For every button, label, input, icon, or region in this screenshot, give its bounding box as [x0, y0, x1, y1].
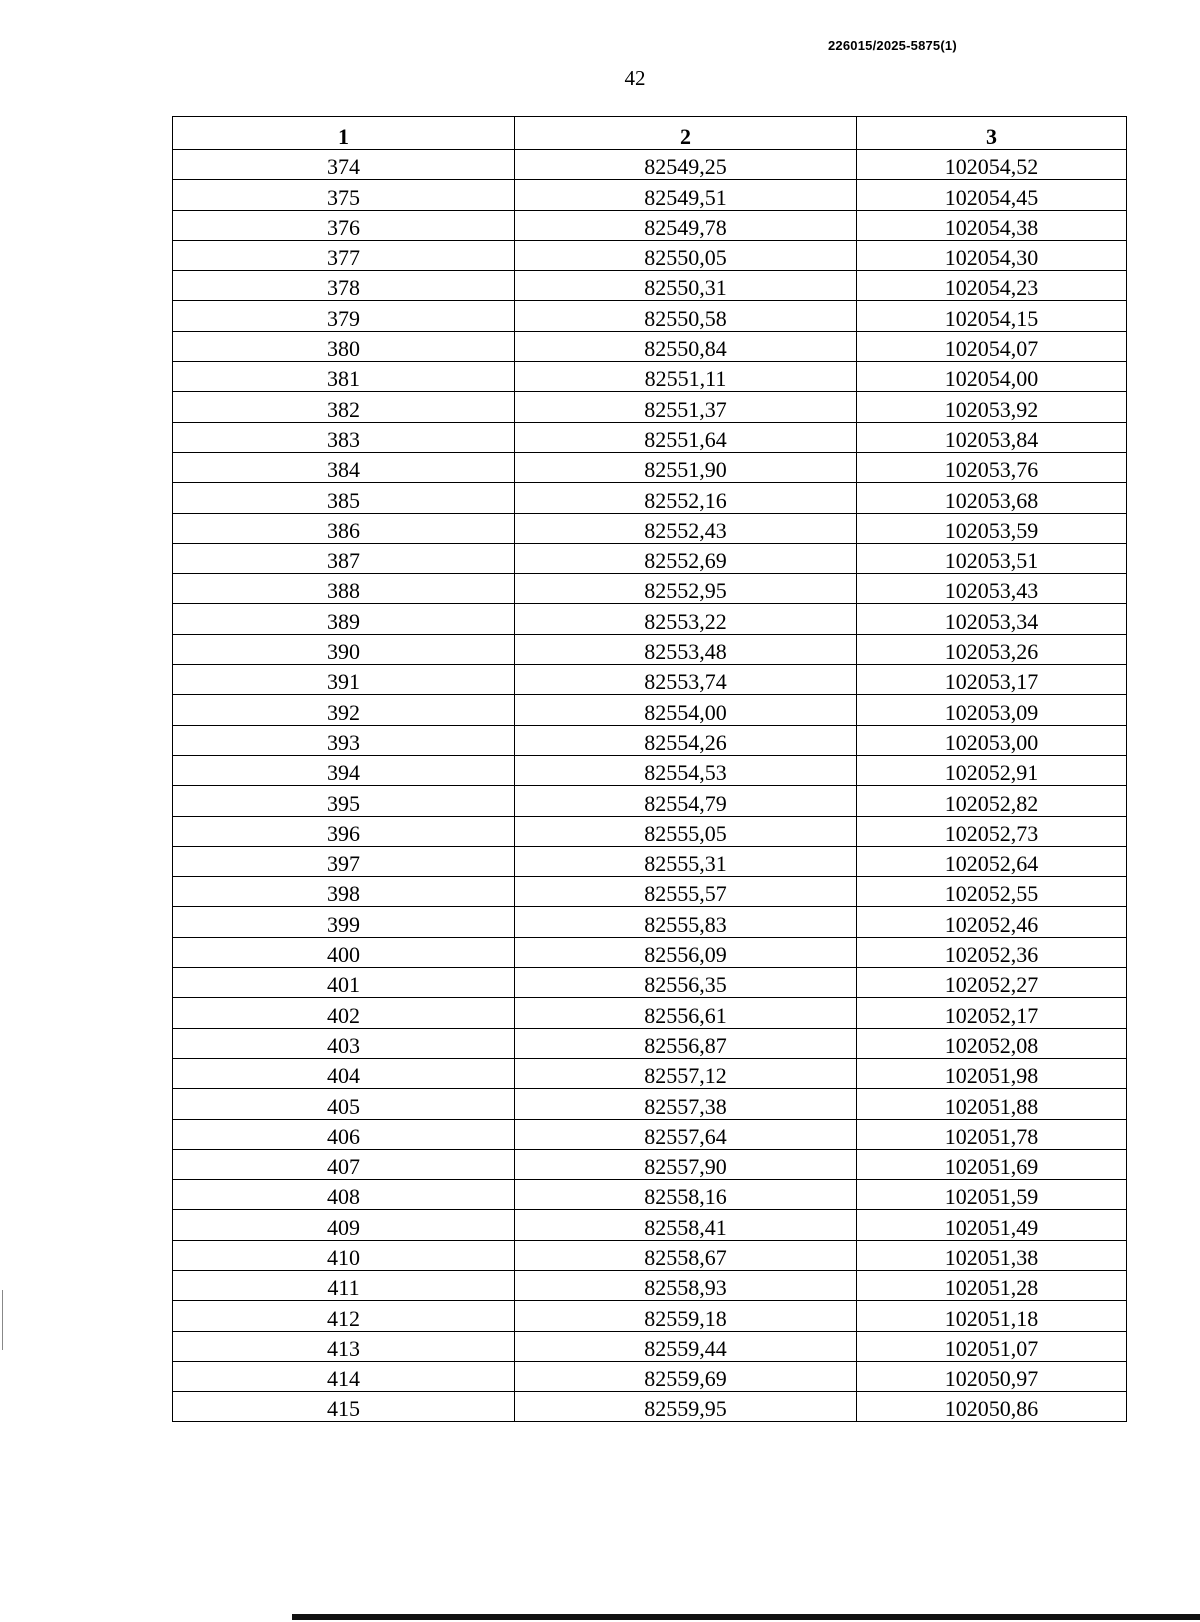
table-row: [173, 725, 1127, 755]
x-coordinate-cell: 82552,43: [515, 513, 857, 543]
column-header: 3: [857, 117, 1127, 150]
table-row: [173, 1270, 1127, 1300]
y-coordinate-cell: 102051,49: [857, 1210, 1127, 1240]
x-coordinate-cell: 82557,38: [515, 1089, 857, 1119]
x-coordinate-cell: 82559,18: [515, 1301, 857, 1331]
x-coordinate-cell: 82555,83: [515, 907, 857, 937]
x-coordinate-cell: 82554,26: [515, 725, 857, 755]
document-id: 226015/2025-5875(1): [828, 38, 957, 53]
table-row: [173, 1149, 1127, 1179]
table-row: [173, 483, 1127, 513]
table-row: [173, 422, 1127, 452]
x-coordinate-cell: 82550,05: [515, 240, 857, 270]
y-coordinate-cell: 102050,86: [857, 1392, 1127, 1422]
y-coordinate-cell: 102052,36: [857, 937, 1127, 967]
y-coordinate-cell: 102053,26: [857, 634, 1127, 664]
point-number-cell: 406: [173, 1119, 515, 1149]
y-coordinate-cell: 102051,88: [857, 1089, 1127, 1119]
y-coordinate-cell: 102052,08: [857, 1028, 1127, 1058]
y-coordinate-cell: 102054,45: [857, 180, 1127, 210]
table-row: [173, 1119, 1127, 1149]
table-row: [173, 1240, 1127, 1270]
table-row: [173, 513, 1127, 543]
point-number-cell: 377: [173, 240, 515, 270]
x-coordinate-cell: 82555,57: [515, 877, 857, 907]
x-coordinate-cell: 82556,61: [515, 998, 857, 1028]
point-number-cell: 381: [173, 362, 515, 392]
point-number-cell: 387: [173, 543, 515, 573]
point-number-cell: 391: [173, 665, 515, 695]
point-number-cell: 374: [173, 150, 515, 180]
point-number-cell: 383: [173, 422, 515, 452]
x-coordinate-cell: 82551,64: [515, 422, 857, 452]
x-coordinate-cell: 82559,69: [515, 1361, 857, 1391]
x-coordinate-cell: 82553,74: [515, 665, 857, 695]
x-coordinate-cell: 82549,25: [515, 150, 857, 180]
table-row: [173, 665, 1127, 695]
x-coordinate-cell: 82551,90: [515, 452, 857, 482]
y-coordinate-cell: 102052,64: [857, 846, 1127, 876]
table-row: [173, 755, 1127, 785]
column-header: 2: [515, 117, 857, 150]
x-coordinate-cell: 82558,93: [515, 1270, 857, 1300]
y-coordinate-cell: 102053,09: [857, 695, 1127, 725]
x-coordinate-cell: 82553,48: [515, 634, 857, 664]
table-row: [173, 1028, 1127, 1058]
point-number-cell: 384: [173, 452, 515, 482]
table-row: [173, 452, 1127, 482]
table-row: [173, 301, 1127, 331]
page-number: 42: [624, 66, 646, 90]
point-number-cell: 389: [173, 604, 515, 634]
bottom-scan-edge: [292, 1614, 1200, 1620]
table-row: [173, 543, 1127, 573]
y-coordinate-cell: 102054,23: [857, 271, 1127, 301]
point-number-cell: 379: [173, 301, 515, 331]
x-coordinate-cell: 82557,90: [515, 1149, 857, 1179]
point-number-cell: 398: [173, 877, 515, 907]
table-row: [173, 574, 1127, 604]
x-coordinate-cell: 82559,44: [515, 1331, 857, 1361]
table-row: [173, 877, 1127, 907]
point-number-cell: 386: [173, 513, 515, 543]
x-coordinate-cell: 82557,64: [515, 1119, 857, 1149]
x-coordinate-cell: 82556,35: [515, 968, 857, 998]
point-number-cell: 403: [173, 1028, 515, 1058]
x-coordinate-cell: 82552,69: [515, 543, 857, 573]
x-coordinate-cell: 82553,22: [515, 604, 857, 634]
point-number-cell: 399: [173, 907, 515, 937]
point-number-cell: 411: [173, 1270, 515, 1300]
table-body: [173, 150, 1127, 1422]
x-coordinate-cell: 82558,16: [515, 1180, 857, 1210]
x-coordinate-cell: 82550,58: [515, 301, 857, 331]
y-coordinate-cell: 102054,07: [857, 331, 1127, 361]
y-coordinate-cell: 102052,91: [857, 755, 1127, 785]
y-coordinate-cell: 102053,17: [857, 665, 1127, 695]
y-coordinate-cell: 102053,59: [857, 513, 1127, 543]
table-row: [173, 695, 1127, 725]
x-coordinate-cell: 82550,84: [515, 331, 857, 361]
scan-artifact: [2, 1290, 3, 1350]
point-number-cell: 402: [173, 998, 515, 1028]
point-number-cell: 413: [173, 1331, 515, 1361]
table-row: [173, 210, 1127, 240]
y-coordinate-cell: 102053,76: [857, 452, 1127, 482]
x-coordinate-cell: 82549,51: [515, 180, 857, 210]
table-row: [173, 907, 1127, 937]
y-coordinate-cell: 102051,69: [857, 1149, 1127, 1179]
y-coordinate-cell: 102052,17: [857, 998, 1127, 1028]
y-coordinate-cell: 102054,30: [857, 240, 1127, 270]
x-coordinate-cell: 82554,53: [515, 755, 857, 785]
x-coordinate-cell: 82554,00: [515, 695, 857, 725]
y-coordinate-cell: 102051,98: [857, 1058, 1127, 1088]
table-row: [173, 1392, 1127, 1422]
table-row: [173, 150, 1127, 180]
x-coordinate-cell: 82558,67: [515, 1240, 857, 1270]
table-row: [173, 998, 1127, 1028]
y-coordinate-cell: 102053,92: [857, 392, 1127, 422]
y-coordinate-cell: 102054,00: [857, 362, 1127, 392]
y-coordinate-cell: 102052,82: [857, 786, 1127, 816]
x-coordinate-cell: 82550,31: [515, 271, 857, 301]
y-coordinate-cell: 102053,51: [857, 543, 1127, 573]
table-row: [173, 1058, 1127, 1088]
table-row: [173, 240, 1127, 270]
point-number-cell: 400: [173, 937, 515, 967]
y-coordinate-cell: 102053,68: [857, 483, 1127, 513]
point-number-cell: 385: [173, 483, 515, 513]
point-number-cell: 382: [173, 392, 515, 422]
point-number-cell: 408: [173, 1180, 515, 1210]
x-coordinate-cell: 82549,78: [515, 210, 857, 240]
point-number-cell: 397: [173, 846, 515, 876]
x-coordinate-cell: 82551,37: [515, 392, 857, 422]
y-coordinate-cell: 102054,38: [857, 210, 1127, 240]
y-coordinate-cell: 102052,27: [857, 968, 1127, 998]
table-row: [173, 634, 1127, 664]
point-number-cell: 414: [173, 1361, 515, 1391]
y-coordinate-cell: 102051,59: [857, 1180, 1127, 1210]
point-number-cell: 380: [173, 331, 515, 361]
point-number-cell: 396: [173, 816, 515, 846]
point-number-cell: 390: [173, 634, 515, 664]
table-row: [173, 331, 1127, 361]
point-number-cell: 415: [173, 1392, 515, 1422]
table-row: [173, 968, 1127, 998]
x-coordinate-cell: 82559,95: [515, 1392, 857, 1422]
table-row: [173, 816, 1127, 846]
table-row: [173, 1180, 1127, 1210]
point-number-cell: 412: [173, 1301, 515, 1331]
coordinates-table: [172, 116, 1127, 1422]
point-number-cell: 378: [173, 271, 515, 301]
y-coordinate-cell: 102051,28: [857, 1270, 1127, 1300]
x-coordinate-cell: 82556,09: [515, 937, 857, 967]
y-coordinate-cell: 102051,38: [857, 1240, 1127, 1270]
table-header-row: [173, 117, 1127, 150]
x-coordinate-cell: 82558,41: [515, 1210, 857, 1240]
x-coordinate-cell: 82556,87: [515, 1028, 857, 1058]
table-row: [173, 180, 1127, 210]
y-coordinate-cell: 102052,73: [857, 816, 1127, 846]
x-coordinate-cell: 82552,95: [515, 574, 857, 604]
point-number-cell: 395: [173, 786, 515, 816]
y-coordinate-cell: 102053,00: [857, 725, 1127, 755]
column-header: 1: [173, 117, 515, 150]
table-row: [173, 1361, 1127, 1391]
point-number-cell: 392: [173, 695, 515, 725]
point-number-cell: 404: [173, 1058, 515, 1088]
y-coordinate-cell: 102052,46: [857, 907, 1127, 937]
table-row: [173, 271, 1127, 301]
point-number-cell: 394: [173, 755, 515, 785]
y-coordinate-cell: 102053,34: [857, 604, 1127, 634]
x-coordinate-cell: 82552,16: [515, 483, 857, 513]
point-number-cell: 407: [173, 1149, 515, 1179]
table-row: [173, 1089, 1127, 1119]
y-coordinate-cell: 102051,07: [857, 1331, 1127, 1361]
y-coordinate-cell: 102051,78: [857, 1119, 1127, 1149]
point-number-cell: 388: [173, 574, 515, 604]
table-row: [173, 1301, 1127, 1331]
point-number-cell: 393: [173, 725, 515, 755]
point-number-cell: 376: [173, 210, 515, 240]
table-row: [173, 786, 1127, 816]
point-number-cell: 375: [173, 180, 515, 210]
y-coordinate-cell: 102053,84: [857, 422, 1127, 452]
y-coordinate-cell: 102054,52: [857, 150, 1127, 180]
y-coordinate-cell: 102052,55: [857, 877, 1127, 907]
x-coordinate-cell: 82557,12: [515, 1058, 857, 1088]
x-coordinate-cell: 82551,11: [515, 362, 857, 392]
y-coordinate-cell: 102050,97: [857, 1361, 1127, 1391]
y-coordinate-cell: 102051,18: [857, 1301, 1127, 1331]
table-row: [173, 392, 1127, 422]
table-row: [173, 604, 1127, 634]
point-number-cell: 401: [173, 968, 515, 998]
table-row: [173, 1210, 1127, 1240]
point-number-cell: 410: [173, 1240, 515, 1270]
x-coordinate-cell: 82554,79: [515, 786, 857, 816]
table-row: [173, 846, 1127, 876]
y-coordinate-cell: 102053,43: [857, 574, 1127, 604]
point-number-cell: 405: [173, 1089, 515, 1119]
table-row: [173, 1331, 1127, 1361]
table-row: [173, 362, 1127, 392]
y-coordinate-cell: 102054,15: [857, 301, 1127, 331]
x-coordinate-cell: 82555,05: [515, 816, 857, 846]
table-row: [173, 937, 1127, 967]
point-number-cell: 409: [173, 1210, 515, 1240]
x-coordinate-cell: 82555,31: [515, 846, 857, 876]
